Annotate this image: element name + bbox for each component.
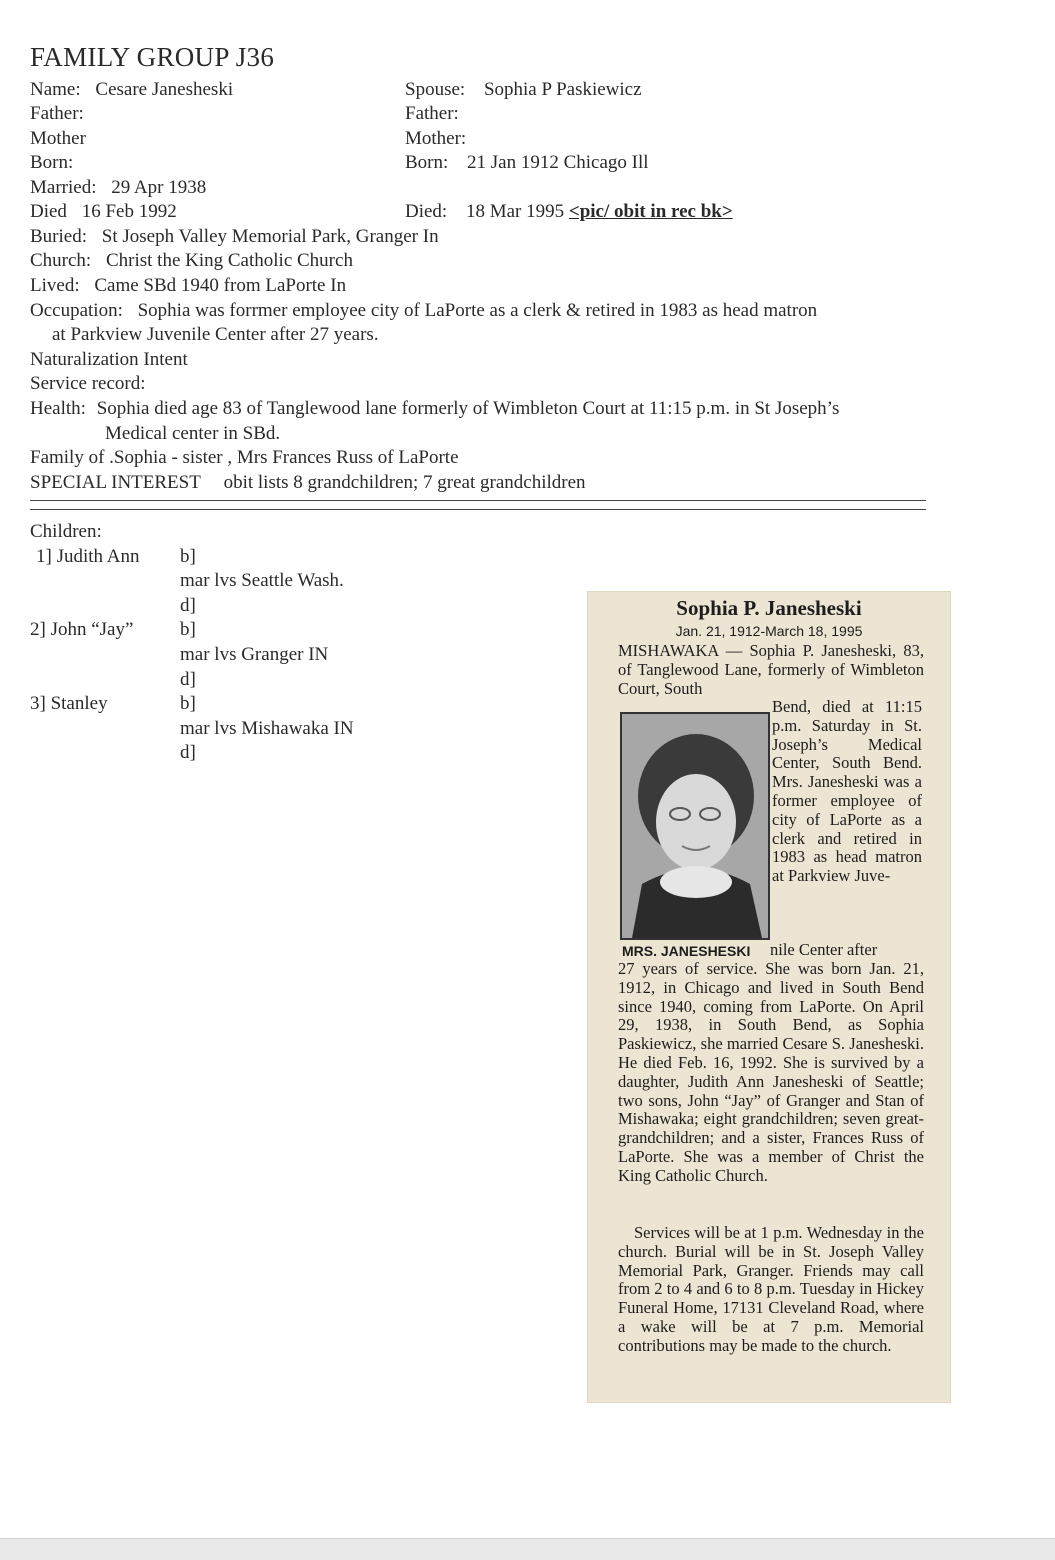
children-heading: Children: [30, 521, 102, 542]
church-value: Christ the King Catholic Church [105, 250, 353, 271]
photo-caption: MRS. JANESHESKI [622, 943, 751, 959]
obituary-paragraph-beside-photo: Bend, died at 11:15 p.m. Saturday in St. Joseph’s Medical Center, South Bend. Mrs. Janesheski was a former employee of city of LaPorte as a clerk and retired in 1983 as head matron at Parkview Juve- [772, 697, 922, 886]
portrait-image [622, 714, 768, 938]
obituary-clipping [588, 592, 950, 1402]
obituary-paragraph-bottom: 27 years of service. She was born Jan. 21, 1912, in Chicago and lived in South Bend since 1940, coming from LaPorte. On April 29, 1938, in South Bend, as Sophia Paskiewicz, she married Cesare S. Janesheski. He died Feb. 16, 1992. She is survived by a daughter, Judith Ann Janesheski of Seattle; two sons, John “Jay” of Granger and Stan of Mishawaka; eight grandchildren; seven great-grandchildren; and a sister, Frances Russ of LaPorte. She was a member of Christ the King Catholic Church. [618, 959, 924, 1185]
child-3-num-name [30, 692, 108, 716]
obituary-dates: Jan. 21, 1912-March 18, 1995 [675, 623, 863, 639]
spouse-died-label: Died: [405, 201, 448, 222]
child-married: mar lvs Mishawaka IN [180, 718, 354, 739]
lived-label: Lived: [30, 275, 80, 296]
naturalization-label: Naturalization Intent [30, 349, 188, 370]
buried-row [30, 225, 439, 249]
obit-reference-link[interactable]: <pic/ obit in rec bk> [568, 201, 733, 222]
spouse-died-value: 18 Mar 1995 [465, 201, 565, 222]
spouse-born-label: Born: [405, 152, 449, 173]
portrait-photo [620, 712, 770, 940]
special-interest-value: obit lists 8 grandchildren; 7 great grandchildren [223, 472, 586, 493]
child-born: b] [180, 546, 196, 567]
child-number: 2] [30, 619, 46, 640]
lived-row [30, 274, 346, 298]
church-row [30, 249, 353, 273]
occupation-label: Occupation: [30, 300, 123, 321]
died-label: Died [30, 201, 67, 222]
child-born: b] [180, 619, 196, 640]
spouse-value: Sophia P Paskiewicz [483, 79, 642, 100]
spouse-father-label: Father: [405, 103, 459, 124]
name-row [30, 78, 233, 102]
spouse-row [405, 78, 642, 102]
child-2-num-name [30, 618, 133, 642]
health-value: Sophia died age 83 of Tanglewood lane formerly of Wimbleton Court at 11:15 p.m. in St Joseph’s [96, 398, 840, 419]
occupation-value-cont: at Parkview Juvenile Center after 27 years. [52, 324, 379, 345]
father-label: Father: [30, 103, 84, 124]
buried-value: St Joseph Valley Memorial Park, Granger In [101, 226, 439, 247]
child-died: d] [180, 669, 196, 690]
died-value: 16 Feb 1992 [81, 201, 177, 222]
church-label: Church: [30, 250, 92, 271]
page-bottom-edge [0, 1538, 1055, 1560]
special-interest-row [30, 471, 586, 495]
obituary-paragraph-top: MISHAWAKA — Sophia P. Janesheski, 83, of Tanglewood Lane, formerly of Wimbleton Court, South [618, 641, 924, 698]
obituary-services-paragraph: Services will be at 1 p.m. Wednesday in the church. Burial will be in St. Joseph Valley Memorial Park, Granger. Friends may call from 2 to 4 and 6 to 8 p.m. Tuesday in Hickey Funeral Home, 17131 Cleveland Road, where a wake will be at 7 p.m. Memorial contributions may be made to the church. [618, 1223, 924, 1355]
child-name: Stanley [50, 693, 108, 714]
health-label: Health: [30, 398, 86, 419]
mother-label: Mother [30, 128, 86, 149]
family-of-line: Family of .Sophia - sister , Mrs Frances Russ of LaPorte [30, 447, 459, 468]
spouse-label: Spouse: [405, 79, 466, 100]
service-record-label: Service record: [30, 373, 146, 394]
health-row [30, 397, 839, 421]
married-row [30, 176, 206, 200]
name-label: Name: [30, 79, 81, 100]
spouse-born-value: 21 Jan 1912 Chicago Ill [467, 152, 649, 173]
obituary-caption-side-text: nile Center after [770, 940, 878, 959]
child-married: mar lvs Granger IN [180, 644, 329, 665]
child-born: b] [180, 693, 196, 714]
child-name: Judith Ann [56, 546, 140, 567]
child-name: John “Jay” [50, 619, 134, 640]
buried-label: Buried: [30, 226, 87, 247]
child-died: d] [180, 742, 196, 763]
died-row [30, 200, 177, 224]
spouse-mother-label: Mother: [405, 128, 467, 149]
lived-value: Came SBd 1940 from LaPorte In [94, 275, 347, 296]
child-number: 3] [30, 693, 46, 714]
double-rule-divider [30, 500, 926, 510]
occupation-row [30, 299, 817, 323]
spouse-died-row [405, 200, 733, 224]
child-died: d] [180, 595, 196, 616]
born-label: Born: [30, 152, 74, 173]
married-label: Married: [30, 177, 97, 198]
name-value: Cesare Janesheski [95, 79, 234, 100]
spouse-born-row [405, 151, 649, 175]
obituary-headline: Sophia P. Janesheski [676, 596, 862, 620]
page-title: FAMILY GROUP J36 [30, 42, 275, 72]
child-1-num-name [36, 545, 139, 569]
married-value: 29 Apr 1938 [111, 177, 207, 198]
child-number: 1] [36, 546, 52, 567]
health-value-cont: Medical center in SBd. [105, 423, 281, 444]
child-married: mar lvs Seattle Wash. [180, 570, 344, 591]
special-interest-label: SPECIAL INTEREST [30, 472, 201, 493]
occupation-value: Sophia was forrmer employee city of LaPorte as a clerk & retired in 1983 as head matron [137, 300, 818, 321]
